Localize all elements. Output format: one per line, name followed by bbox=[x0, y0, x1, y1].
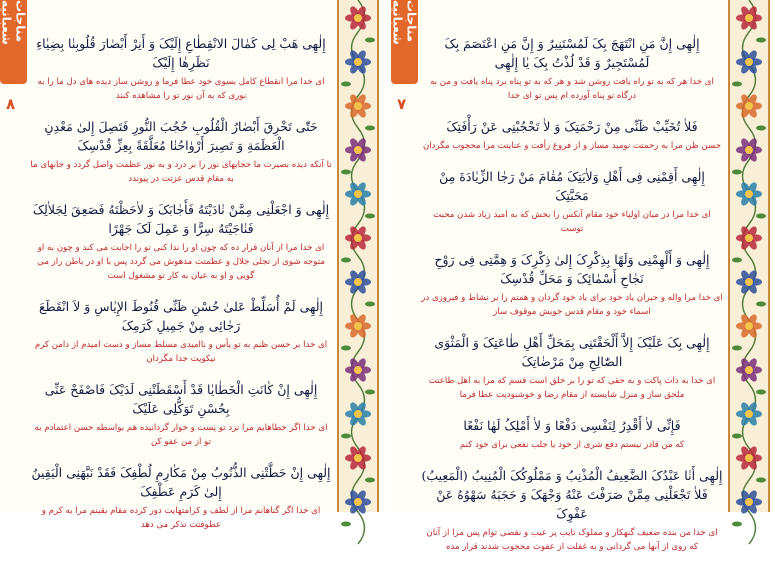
persian-translation: ای خدا مرا انقطاع کامل بسوی خود عطا فرما و روشن ساز دیده های دل ما را به نوری که به آن نور تو را مشاهده کنند bbox=[37, 77, 325, 101]
header-tab bbox=[391, 0, 418, 84]
header-title: مناجات شعبانیه bbox=[0, 0, 28, 45]
verse-block bbox=[30, 34, 332, 103]
flower-ornament bbox=[341, 225, 371, 263]
persian-translation: ای خدا مرا واله و حیران یاد خود برای یاد خود گردان و همتم را بر نشاط و فیروزی در اسماء خود و مقام قدس خویش موقوف ساز bbox=[421, 293, 723, 317]
flower-ornament bbox=[736, 5, 766, 43]
flower-ornament bbox=[345, 5, 375, 43]
flower-ornament bbox=[736, 93, 766, 131]
page-number: ۸ bbox=[6, 95, 16, 113]
verse-block bbox=[30, 463, 332, 532]
persian-translation: ای خدا اگر خطاهایم مرا نزد تو پست و خوار گردانیده هم بواسطه حسن اعتمادم به تو از من عفو کن bbox=[34, 423, 328, 447]
flower-ornament bbox=[341, 313, 371, 351]
header-title: مناجات شعبانیه bbox=[390, 0, 419, 45]
left-page bbox=[0, 0, 384, 530]
flower-ornament bbox=[736, 181, 766, 219]
header-tab bbox=[0, 0, 27, 84]
flower-ornament bbox=[732, 49, 762, 87]
persian-translation: ای خدا مرا در میان اولیاء خود مقام آنکس را بخش که به امید زیاد شدن محبت توست bbox=[433, 210, 711, 234]
persian-translation: ای خدا به ذات پاکت و به حقی که تو را بر خلق است قسم که مرا به اهل طاعتت ملحق ساز و منزل شایسته از مقام رضا و خوشنودیت عطا فرما bbox=[428, 376, 716, 400]
flower-ornament bbox=[732, 313, 762, 351]
prayer-content bbox=[421, 34, 723, 568]
page-number: ۷ bbox=[397, 95, 407, 113]
persian-translation: ای خدا من بنده ضعیف گنهکار و مملوک تایب پر عیب و نقصی توام پس مرا از آنان که روی از آنها می گردانی و به غفلت از عفوت محجوب شدند قرار مده bbox=[426, 528, 718, 552]
flower-ornament bbox=[341, 401, 371, 439]
arabic-verse: إِلٰهِی بِکَ عَلَیْکَ إِلاَّ أَلْحَقْتَنِی بِمَحَلِّ أَهْلِ طٰاعَتِکَ وَ الْمَثْوَی الصّٰالِحِ مِنْ مَرْضٰاتِکَ bbox=[434, 335, 710, 369]
verse-block bbox=[421, 466, 723, 554]
verse-block bbox=[421, 117, 723, 153]
verse-block bbox=[421, 333, 723, 402]
flower-ornament bbox=[345, 357, 375, 395]
persian-translation: ای خدا اگر گناهانم مرا از لطف و کرامتهایت دور کرده مقام یقینم مرا به کرم و عطوفتت تذکر می دهد bbox=[41, 506, 321, 530]
right-page bbox=[390, 0, 775, 552]
prayer-content bbox=[30, 34, 332, 546]
arabic-verse: إِلٰهِی إِنْ حَطَّتْنِی الذُّنُوبُ مِنْ مَکٰارِمِ لُطْفِکَ فَقَدْ نَبَّهَنِی الْیَقِینُ إِلیٰ کَرَمِ عَطْفِکَ bbox=[31, 465, 331, 499]
persian-translation: ای خدا بر حسن ظنم به تو یأس و ناامیدی مسلط مساز و دست امیدم از دامن کرم نیکویت جدا مگردان bbox=[34, 340, 328, 364]
flower-ornament bbox=[341, 137, 371, 175]
verse-block bbox=[421, 167, 723, 236]
arabic-verse: إِلٰهِی إِنَّ مَنِ انْتَهَجَ بِکَ لَمُسْتَنِیرٌ وَ إِنَّ مَنِ اعْتَصَمَ بِکَ لَمُسْتَجِیرٌ وَ قَدْ لُذْتُ بِکَ یٰا إِلٰهِی bbox=[444, 36, 700, 70]
floral-ornament-svg bbox=[728, 0, 770, 512]
persian-translation: حسن ظن مرا به رحمتت نومید مساز و از فروغ رأفت و عنایتت مرا محجوب مگردان bbox=[422, 141, 722, 151]
flower-ornament bbox=[345, 93, 375, 131]
persian-translation: تا آنکه دیده بصیرت ما حجابهای نور را بر درد و به نور عظمت واصل گردد و جانهای ما به مقام قدس عزتت در پیوندد bbox=[30, 160, 332, 184]
arabic-verse: إِلٰهِی أَقِمْنِی فِی أَهْلِ وَلاٰیَتِکَ مُقٰامَ مَنْ رَجٰا الزِّیٰادَةَ مِنْ مَحَبَّتِکَ bbox=[439, 169, 705, 203]
persian-translation: ای خدا مرا از آنان قرار ده که چون او را ندا کنی تو را اجابت می کند و چون به او متوجه شوی از تجلی جلال و عظمتت مدهوش می گردد پس با او در باطن راز می گویی و او به عیان به کار تو مشغول است bbox=[37, 243, 325, 281]
floral-border bbox=[337, 0, 379, 512]
flower-ornament bbox=[345, 181, 375, 219]
arabic-verse: إِلٰهِی أَنٰا عَبْدُکَ الضَّعِیفُ الْمُذْنِبُ وَ مَمْلُوکُکَ الْمُنِیبُ (الْمَعِیبُ) فَلاٰ تَجْعَلْنِی مِمَّنْ صَرَفْتَ عَنْهُ وَجْهَکَ وَ حَجَبَهُ سَهْوُهُ عَنْ عَفْوِکَ bbox=[421, 468, 723, 521]
flower-ornament bbox=[736, 357, 766, 395]
verse-block bbox=[30, 380, 332, 449]
persian-translation: ای خدا هر که به تو راه یافت روشن شد و هر که به تو پناه برد پناه یافت و من به درگاه تو پناه آورده ام پس تو ای خدا bbox=[430, 77, 714, 101]
arabic-verse: فَلاٰ تُخَیِّبْ ظَنِّی مِنْ رَحْمَتِکَ وَ لاٰ تَحْجُبْنِی عَنْ رَأْفَتِکَ bbox=[446, 119, 698, 134]
verse-block bbox=[421, 34, 723, 103]
flower-ornament bbox=[732, 225, 762, 263]
verse-block bbox=[30, 117, 332, 186]
arabic-verse: إِلٰهِی هَبْ لِی کَمٰالَ الانْقِطٰاعِ إِلَیْکَ وَ أَنِرْ أَبْصٰارَ قُلُوبِنٰا بِضِیٰاءِ نَظَرِهٰا إِلَیْکَ bbox=[36, 36, 326, 70]
flower-ornament bbox=[736, 269, 766, 307]
arabic-verse: إِلٰهِی وَ أَلْهِمْنِی وَلَهًا بِذِکْرِکَ إِلیٰ ذِکْرِکَ وَ هِمَّتِی فِی رَوْحِ نَجٰاحِ أَسْمٰائِکَ وَ مَحَلِّ قُدْسِکَ bbox=[434, 252, 710, 286]
arabic-verse: إِلٰهِی وَ اجْعَلْنِی مِمَّنْ نٰادَیْتَهُ فَأَجٰابَکَ وَ لاٰحَظْتَهُ فَصَعِقَ لِجَلاٰلِکَ فَنٰاجَیْتَهُ سِرًّا وَ عَمِلَ لَکَ جَهْرًا bbox=[32, 202, 330, 236]
persian-translation: که من قادر نیستم دفع شری از خود یا جلب نفعی برای خود کنم bbox=[459, 440, 685, 450]
flower-ornament bbox=[345, 269, 375, 307]
arabic-verse: فَإِنِّی لاٰ أَقْدِرُ لِنَفْسِی دَفْعًا وَ لاٰ أَمْلِکُ لَهٰا نَفْعًا bbox=[463, 418, 681, 433]
flower-ornament bbox=[732, 489, 762, 527]
flower-ornament bbox=[341, 489, 371, 527]
floral-border bbox=[728, 0, 770, 512]
floral-ornament-svg bbox=[337, 0, 379, 512]
arabic-verse: إِلٰهِی لَمْ أُسَلِّطْ عَلیٰ حُسْنِ ظَنِّی قُنُوطَ الإِیٰاسِ وَ لاَ انْقَطَعَ رَجٰائِی مِنْ جَمِیلِ کَرَمِکَ bbox=[38, 299, 324, 333]
verse-block bbox=[30, 200, 332, 283]
flower-ornament bbox=[732, 137, 762, 175]
verse-block bbox=[421, 250, 723, 319]
arabic-verse: حَتّٰی تَخْرِقَ أَبْصٰارُ الْقُلُوبِ حُجُبَ النُّورِ فَتَصِلَ إِلیٰ مَعْدِنِ الْعَظَمَةِ وَ تَصِیرَ أَرْوٰاحُنٰا مُعَلَّقَةً بِعِزِّ قُدْسِکَ bbox=[44, 119, 318, 153]
verse-block bbox=[30, 297, 332, 366]
verse-block bbox=[421, 416, 723, 452]
arabic-verse: إِلٰهِی إِنْ کٰانَتِ الْخَطٰایٰا قَدْ أَسْقَطَتْنِی لَدَیْکَ فَاصْفَحْ عَنِّی بِحُسْنِ تَوَکُّلِی عَلَیْکَ bbox=[44, 382, 318, 416]
flower-ornament bbox=[341, 49, 371, 87]
flower-ornament bbox=[732, 401, 762, 439]
